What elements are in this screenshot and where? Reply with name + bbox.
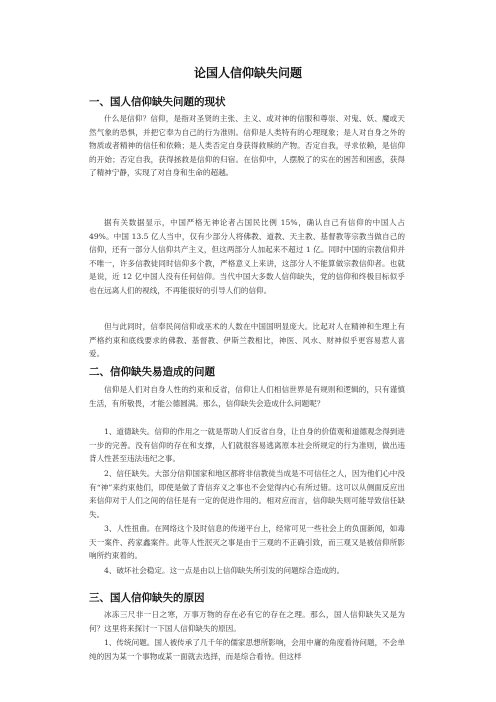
section-2-heading: 二、信仰缺失易造成的问题 [89,366,215,378]
section-1-paragraph-1: 什么是信仰？信仰，是指对圣贤的主张、主义、或对神的信服和尊崇、对鬼、妖、魔或天然气象的恐惧，并把它奉为自己的行为准则。信仰是人类特有的心理现象；是人对自身之外的物质或者精神的信任和依赖；是人类否定自身获得救赎的产物。否定自我，寻求依赖，是信仰的开始；否定自我，获得拯救是信仰的归宿。在信仰中，人摆脱了的实在的困苦和困惑，获得了精神宁静，实现了对自身和生命的超越。 [89,114,405,177]
section-3-heading: 三、国人信仰缺失的原因 [89,592,205,604]
section-2-paragraph-4: 3、人性扭曲。在网络这个及时信息的传递平台上，经常可见一些社会上的负面新闻，如毒天一案件、药家鑫案件。此等人性泯灭之事是由于三观的不正确引致，而三观又是被信仰所影响所约束着的。 [89,524,405,560]
section-3-paragraph-1: 冰冻三尺非一日之寒，万事万物的存在必有它的存在之理。那么，国人信仰缺失又是为何？这里将来探讨一下国人信仰缺失的原因。 [89,610,405,633]
section-1-paragraph-2: 据有关数据显示，中国严格无神论者占国民比例 15%，确认自己有信仰的中国人占 49%。中国 13.5 亿人当中，仅有少部分人将佛教、道教、天主教、基督教等宗教当做自己的信仰，还有一部分人信仰共产主义，但这两部分人加起来不超过 1 亿。同时中国的宗教信仰并不唯一，许多信教徒同时信仰多个教，严格意义上来讲，这部分人不能算做宗教信仰者。也就是说，近 12 亿中国人没有任何信仰。当代中国大多数人信仰缺失，党的信仰和终极目标似乎也在远离人们的视线，不再能很好的引导人们的信仰。 [89,218,405,295]
section-1-paragraph-3: 但与此同时，信奉民间信仰或巫术的人数在中国国明显庞大。比起对人在精神和生理上有严格约束和底线要求的佛教、基督教、伊斯兰教相比，神医、风水、财神似乎更容易惹人喜爱。 [89,322,405,358]
section-2-paragraph-2: 1、道德缺失。信仰的作用之一就是帮助人们反省自身，让自身的价值观和道德观念得到进一步的完善。没有信仰的存在和支撑，人们就很容易逃离原本社会所规定的行为准则，做出违背人性甚至违法违纪之事。 [89,427,405,463]
section-3-paragraph-2: 1、传统问题。国人被传承了几千年的儒家思想所影响，会用中庸的角度看待问题，不会单纯的因为某一个事物或某一面就去选择，而是综合看待。但这样 [89,638,405,661]
section-2-paragraph-5: 4、破坏社会稳定。这一点是由以上信仰缺失所引发的问题综合造成的。 [104,566,345,575]
section-2-paragraph-3: 2、信任缺失。大部分信仰国家和地区都将非信教徒当成是不可信任之人，因为他们心中没有“神”来约束他们，即使是做了背信弃义之事也不会觉得内心有所过错。这可以从侧面反应出来信仰对于人们之间的信任是有一定的促进作用的。相对应而言，信仰缺失则可能导致信任缺失。 [89,469,405,519]
section-1-heading: 一、国人信仰缺失问题的现状 [89,96,226,108]
section-2-paragraph-1: 信仰是人们对自身人性的约束和反省，信仰让人们相信世界是有规则和逻辑的，只有谨慎生活，有所敬畏，才能公德圆满。那么，信仰缺失会造成什么问题呢？ [89,385,405,408]
document-title: 论国人信仰缺失问题 [193,66,302,80]
